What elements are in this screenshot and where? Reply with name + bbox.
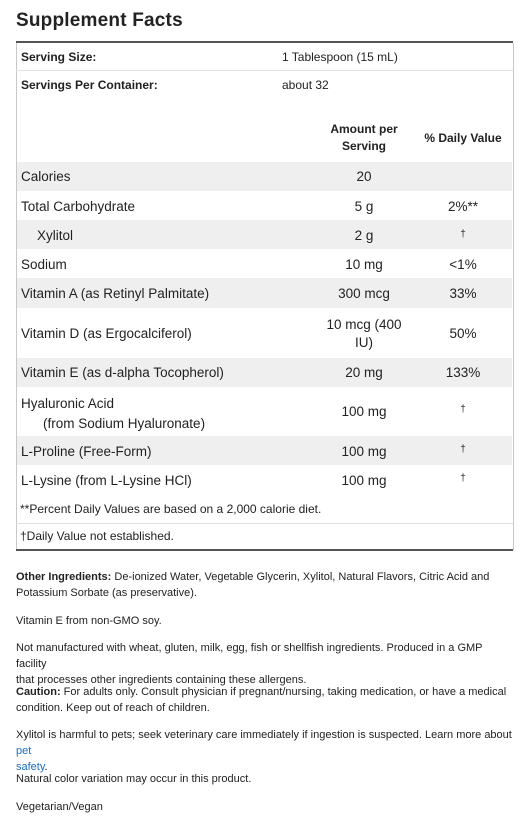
xylitol-warning-line1: Xylitol is harmful to pets; seek veterinary care immediately if ingestion is suspected. Learn more about <box>16 729 512 741</box>
nutrient-name-line2: (from Sodium Hyaluronate) <box>43 416 206 431</box>
nutrient-amount-line2: IU) <box>355 335 373 350</box>
panel-title: Supplement Facts <box>16 10 183 31</box>
nutrient-dv: † <box>460 229 466 240</box>
nutrient-amount: 300 mcg <box>338 286 390 301</box>
nutrient-name: Vitamin A (as Retinyl Palmitate) <box>21 286 210 301</box>
nutrient-dv: † <box>460 444 466 455</box>
bottom-rule <box>16 549 513 551</box>
nutrient-name: Xylitol <box>37 228 74 243</box>
nutrient-dv: 2%** <box>447 199 479 214</box>
footnote-dv-not-established: †Daily Value not established. <box>20 529 174 543</box>
amount-header-line2: Serving <box>341 139 386 153</box>
nutrient-row-l-lysine <box>17 465 512 494</box>
nutrient-name-line1: Hyaluronic Acid <box>21 396 115 411</box>
nutrient-dv: † <box>460 473 466 484</box>
footnote-percent-dv: **Percent Daily Values are based on a 2,000 calorie diet. <box>20 502 322 516</box>
other-ingredients-text <box>16 569 514 601</box>
nutrient-row-vitamin-a <box>17 278 512 308</box>
nutrient-amount: 100 mg <box>341 404 387 419</box>
pet-safety-link-continued[interactable]: safety <box>16 761 45 773</box>
serving-size-label: Serving Size: <box>21 50 97 64</box>
nutrient-amount <box>313 316 415 352</box>
daily-value-header: % Daily Value <box>424 131 502 145</box>
nutrient-dv: 133% <box>445 365 481 380</box>
nutrient-name: Calories <box>21 169 71 184</box>
nutrient-amount: 20 mg <box>345 365 383 380</box>
other-ingredients-line2: Potassium Sorbate (as preservative). <box>16 587 197 599</box>
footnote-divider <box>16 523 513 524</box>
nutrient-dv: 33% <box>449 286 477 301</box>
caution-label: Caution: <box>16 686 61 698</box>
amount-per-serving-header <box>313 121 415 155</box>
nutrient-amount: 10 mg <box>345 257 383 272</box>
caution-line1: For adults only. Consult physician if pregnant/nursing, taking medication, or have a medical <box>60 686 507 698</box>
serving-size-row <box>16 43 513 71</box>
nutrient-name: Sodium <box>21 257 67 272</box>
caution-line2: condition. Keep out of reach of children. <box>16 702 210 714</box>
xylitol-warning-text <box>16 727 514 775</box>
nutrient-name: Vitamin D (as Ergocalciferol) <box>21 326 192 341</box>
allergen-line1: Not manufactured with wheat, gluten, milk, egg, fish or shellfish ingredients. Produced in a GMP facility <box>16 642 483 670</box>
vitamin-e-source-text: Vitamin E from non-GMO soy. <box>16 615 162 627</box>
color-variation-text: Natural color variation may occur in this product. <box>16 773 252 785</box>
caution-text <box>16 684 514 716</box>
nutrient-dv: <1% <box>449 257 477 272</box>
nutrient-row-vitamin-d <box>17 308 512 358</box>
nutrient-name: Vitamin E (as d-alpha Tocopherol) <box>21 365 224 380</box>
nutrient-dv: 50% <box>449 326 477 341</box>
nutrient-row-hyaluronic-acid <box>17 387 512 436</box>
servings-per-container-row <box>16 71 513 99</box>
nutrient-amount: 100 mg <box>341 473 387 488</box>
nutrient-amount: 20 <box>356 169 372 184</box>
vegetarian-vegan-text: Vegetarian/Vegan <box>16 801 103 813</box>
nutrient-row-l-proline <box>17 436 512 465</box>
nutrient-row-vitamin-e <box>17 358 512 387</box>
xylitol-warning-end: . <box>44 761 48 773</box>
nutrient-amount: 2 g <box>354 228 374 243</box>
allergen-line2: that processes other ingredients containing these allergens. <box>16 674 307 686</box>
allergen-text <box>16 640 514 688</box>
nutrient-dv: † <box>460 404 466 415</box>
serving-size-value: 1 Tablespoon (15 mL) <box>282 50 398 64</box>
servings-per-container-label: Servings Per Container: <box>21 78 158 92</box>
nutrient-row-sodium <box>17 249 512 278</box>
amount-header-line1: Amount per <box>330 122 398 136</box>
pet-safety-link[interactable]: pet <box>16 745 32 757</box>
nutrient-name: L-Proline (Free-Form) <box>21 444 152 459</box>
servings-per-container-value: about 32 <box>282 78 329 92</box>
nutrient-amount: 100 mg <box>341 444 387 459</box>
nutrient-name <box>21 394 205 434</box>
other-ingredients-label: Other Ingredients: <box>16 571 112 583</box>
nutrient-name: Total Carbohydrate <box>21 199 136 214</box>
nutrient-row-xylitol <box>17 220 512 249</box>
nutrient-amount-line1: 10 mcg (400 <box>326 317 402 332</box>
nutrient-row-total-carbohydrate <box>17 191 512 220</box>
nutrient-row-calories <box>17 162 512 191</box>
nutrient-amount: 5 g <box>354 199 374 214</box>
other-ingredients-line1: De-ionized Water, Vegetable Glycerin, Xylitol, Natural Flavors, Citric Acid and <box>111 571 490 583</box>
nutrient-name: L-Lysine (from L-Lysine HCl) <box>21 473 192 488</box>
